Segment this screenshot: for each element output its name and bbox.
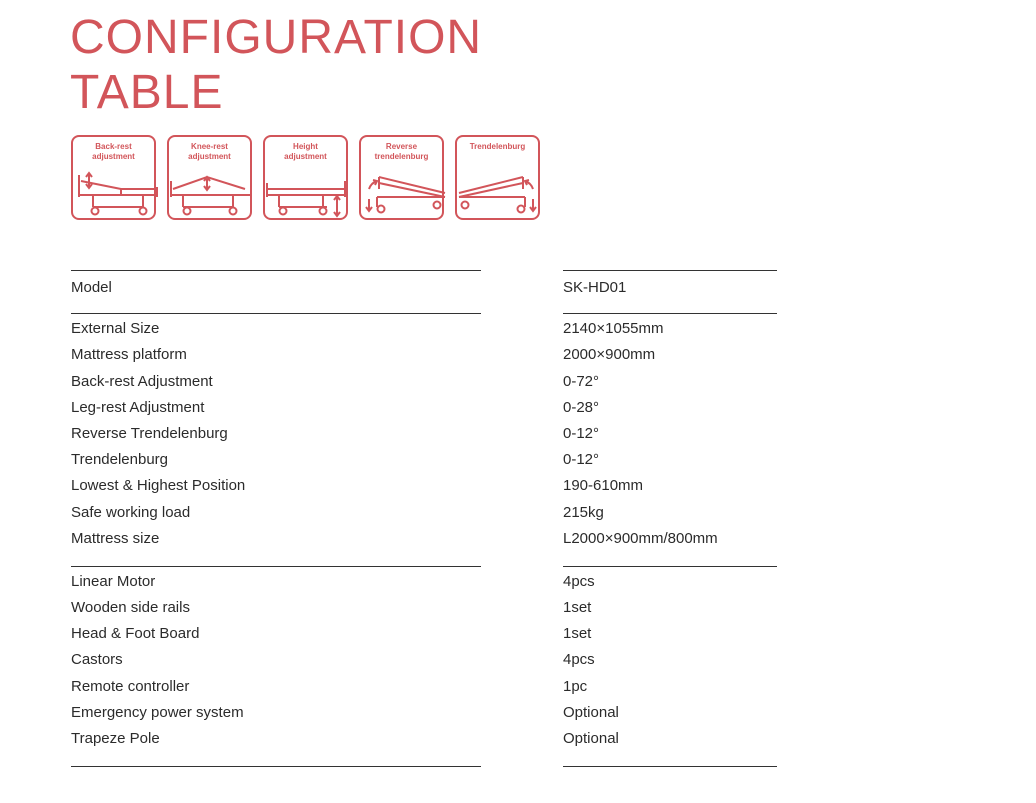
table-row xyxy=(71,726,791,752)
spec-name: Wooden side rails xyxy=(71,599,190,617)
feature-card-knee-rest xyxy=(167,135,252,220)
table-divider xyxy=(71,270,791,271)
table-row xyxy=(71,595,791,621)
feature-label: Trendelenburg xyxy=(469,142,526,151)
table-divider xyxy=(71,766,791,767)
table-row xyxy=(71,674,791,700)
table-row xyxy=(71,316,791,342)
spec-value: 1set xyxy=(563,599,592,617)
feature-card-reverse-trendelenburg xyxy=(359,135,444,220)
table-row xyxy=(71,395,791,421)
spec-name: External Size xyxy=(71,320,160,338)
spec-value: Optional xyxy=(563,703,619,721)
table-divider xyxy=(71,313,791,314)
feature-label: Reverse trendelenburg xyxy=(374,142,429,161)
page-title xyxy=(70,10,482,120)
table-row xyxy=(71,473,791,499)
table-row xyxy=(71,447,791,473)
table-row xyxy=(71,275,791,301)
spec-name: Back-rest Adjustment xyxy=(71,372,213,390)
spec-name: Lowest & Highest Position xyxy=(71,477,246,495)
spec-value: Optional xyxy=(563,730,619,747)
feature-card-back-rest xyxy=(71,135,156,220)
configuration-table xyxy=(71,270,791,767)
spec-name: Leg-rest Adjustment xyxy=(71,398,205,416)
spec-group-model xyxy=(71,271,791,301)
spec-group-components xyxy=(71,567,791,752)
spec-name: Head & Foot Board xyxy=(71,625,200,643)
spec-name: Linear Motor xyxy=(71,572,156,590)
spec-name: Safe working load xyxy=(71,503,191,521)
back-rest-adjustment-icon xyxy=(73,137,158,222)
table-row xyxy=(71,569,791,595)
spec-value: 0-12° xyxy=(563,424,600,442)
table-row xyxy=(71,421,791,447)
spec-group-dimensions xyxy=(71,314,791,552)
spec-name: Model xyxy=(71,279,112,296)
spec-value: 0-28° xyxy=(563,398,600,416)
spec-value: 0-72° xyxy=(563,372,600,390)
spec-value: SK-HD01 xyxy=(563,279,627,296)
spec-name: Trapeze Pole xyxy=(71,730,160,747)
spec-name: Mattress platform xyxy=(71,346,187,364)
spec-value: 2000×900mm xyxy=(563,346,656,364)
spec-value: 4pcs xyxy=(563,651,595,669)
spec-value: 190-610mm xyxy=(563,477,644,495)
reverse-trendelenburg-icon xyxy=(361,137,446,222)
table-row xyxy=(71,647,791,673)
title-line-2: TABLE xyxy=(70,66,224,119)
knee-rest-adjustment-icon xyxy=(169,137,254,222)
table-row xyxy=(71,500,791,526)
spec-name: Remote controller xyxy=(71,677,190,695)
table-row xyxy=(71,526,791,552)
spec-value: 215kg xyxy=(563,503,604,521)
spec-value: 1set xyxy=(563,625,592,643)
table-divider xyxy=(71,566,791,567)
feature-icons xyxy=(71,135,540,220)
spec-name: Castors xyxy=(71,651,123,669)
spec-name: Reverse Trendelenburg xyxy=(71,424,228,442)
feature-card-trendelenburg xyxy=(455,135,540,220)
spec-name: Emergency power system xyxy=(71,703,244,721)
spec-value: 1pc xyxy=(563,677,588,695)
spec-name: Trendelenburg xyxy=(71,451,169,469)
table-row xyxy=(71,621,791,647)
title-line-1: CONFIGURATION xyxy=(70,11,483,64)
spec-value: 4pcs xyxy=(563,572,595,590)
spec-value: 2140×1055mm xyxy=(563,320,664,338)
spec-value: L2000×900mm/800mm xyxy=(563,529,718,547)
feature-card-height xyxy=(263,135,348,220)
table-row xyxy=(71,700,791,726)
table-row xyxy=(71,342,791,368)
height-adjustment-icon xyxy=(265,137,350,222)
spec-value: 0-12° xyxy=(563,451,600,469)
spec-name: Mattress size xyxy=(71,529,160,547)
feature-label: Knee-rest adjustment xyxy=(188,142,231,161)
table-row xyxy=(71,369,791,395)
feature-label: Back-rest adjustment xyxy=(92,142,135,161)
trendelenburg-icon xyxy=(457,137,542,222)
feature-label: Height adjustment xyxy=(284,142,327,161)
